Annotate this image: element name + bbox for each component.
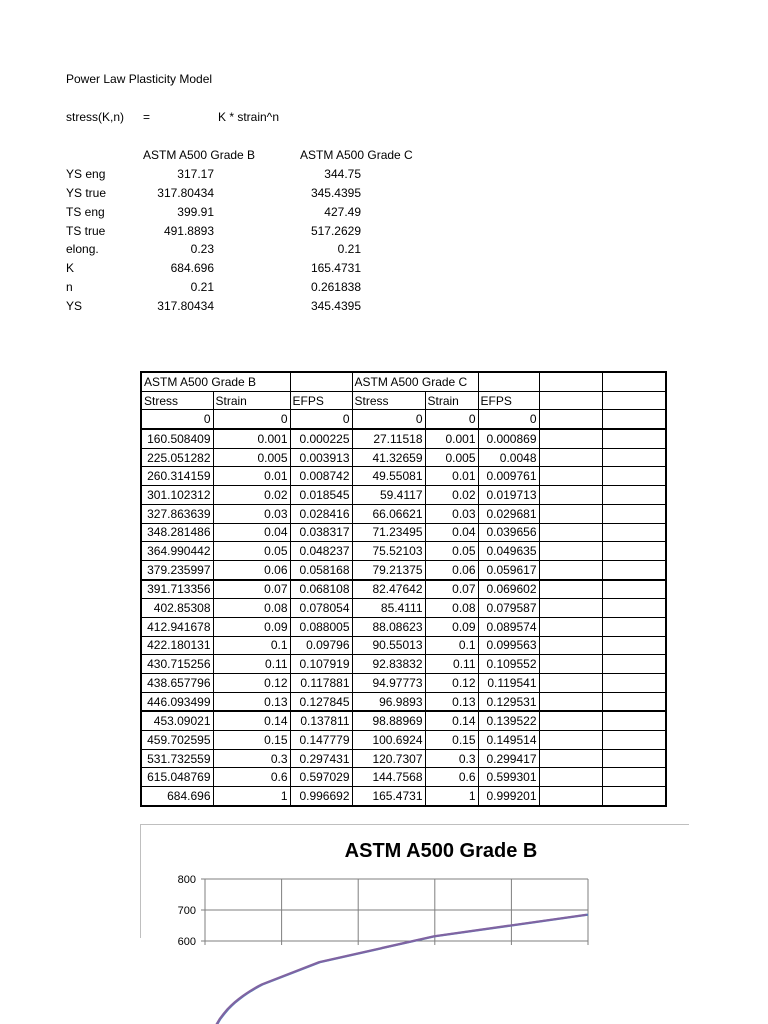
- table-cell[interactable]: 0.019713: [478, 486, 539, 505]
- table-row: [141, 674, 666, 693]
- property-label: YS true: [66, 185, 107, 200]
- table-cell[interactable]: [539, 692, 602, 711]
- group-header-grade-c[interactable]: ASTM A500 Grade C: [352, 372, 478, 391]
- table-cell[interactable]: 160.508409: [141, 429, 213, 448]
- table-cell[interactable]: 0.6: [213, 768, 290, 787]
- props-header-grade-c: ASTM A500 Grade C: [300, 148, 413, 162]
- table-cell[interactable]: 0.04: [213, 523, 290, 542]
- table-cell[interactable]: 0.297431: [290, 749, 352, 768]
- property-label: TS true: [66, 223, 106, 238]
- column-header[interactable]: Stress: [141, 391, 213, 410]
- table-cell[interactable]: 0.15: [213, 731, 290, 750]
- table-cell[interactable]: 0.038317: [290, 523, 352, 542]
- stress-strain-table: [140, 371, 667, 807]
- table-cell[interactable]: [602, 448, 666, 467]
- table-cell[interactable]: 459.702595: [141, 731, 213, 750]
- table-row: [141, 655, 666, 674]
- table-cell[interactable]: 0.079587: [478, 599, 539, 618]
- formula-rhs: K * strain^n: [218, 110, 279, 124]
- property-value-grade-b: 399.91: [177, 204, 214, 219]
- property-label: YS: [66, 298, 83, 313]
- table-cell[interactable]: 1: [213, 787, 290, 806]
- table-cell[interactable]: [602, 467, 666, 486]
- table-cell[interactable]: 0.06: [213, 560, 290, 579]
- group-header-grade-b[interactable]: ASTM A500 Grade B: [141, 372, 290, 391]
- table-cell[interactable]: [539, 448, 602, 467]
- property-value-grade-c: 517.2629: [310, 223, 361, 238]
- table-group-header-row: [141, 372, 666, 391]
- property-value-grade-b: 684.696: [170, 261, 214, 276]
- table-cell[interactable]: 0.127845: [290, 692, 352, 711]
- table-row: [141, 429, 666, 448]
- chart-title: ASTM A500 Grade B: [344, 840, 538, 862]
- table-cell[interactable]: 0.3: [425, 749, 478, 768]
- property-value-grade-b: 317.80434: [157, 298, 214, 313]
- table-cell[interactable]: 94.97773: [352, 674, 425, 693]
- table-cell[interactable]: [539, 674, 602, 693]
- table-cell[interactable]: [602, 674, 666, 693]
- table-cell[interactable]: 0.039656: [478, 523, 539, 542]
- table-cell[interactable]: 0.005: [213, 448, 290, 467]
- table-cell[interactable]: 0.005: [425, 448, 478, 467]
- table-cell[interactable]: 0.597029: [290, 768, 352, 787]
- table-cell[interactable]: 49.55081: [352, 467, 425, 486]
- table-cell[interactable]: 0: [141, 410, 213, 429]
- table-cell[interactable]: [602, 429, 666, 448]
- table-cell[interactable]: 0.018545: [290, 486, 352, 505]
- table-cell[interactable]: 0.11: [213, 655, 290, 674]
- table-row: [141, 523, 666, 542]
- table-cell[interactable]: 0.0048: [478, 448, 539, 467]
- table-cell[interactable]: [602, 542, 666, 561]
- table-cell[interactable]: 0.107919: [290, 655, 352, 674]
- table-cell[interactable]: 0.09: [425, 617, 478, 636]
- table-cell[interactable]: 0.12: [425, 674, 478, 693]
- table-cell[interactable]: [602, 410, 666, 429]
- formula-lhs: stress(K,n): [66, 110, 125, 124]
- table-cell[interactable]: 531.732559: [141, 749, 213, 768]
- table-cell[interactable]: [539, 731, 602, 750]
- table-cell[interactable]: 0.000225: [290, 429, 352, 448]
- table-row: [141, 599, 666, 618]
- table-cell[interactable]: 41.32659: [352, 448, 425, 467]
- table-cell[interactable]: 27.11518: [352, 429, 425, 448]
- table-cell[interactable]: 90.55013: [352, 636, 425, 655]
- table-cell[interactable]: [602, 486, 666, 505]
- table-cell[interactable]: [539, 560, 602, 579]
- table-cell[interactable]: 59.4117: [352, 486, 425, 505]
- table-cell[interactable]: 0.129531: [478, 692, 539, 711]
- table-row: [141, 711, 666, 730]
- table-cell[interactable]: 79.21375: [352, 560, 425, 579]
- table-cell[interactable]: 0.02: [213, 486, 290, 505]
- table-cell[interactable]: 0.13: [213, 692, 290, 711]
- table-cell[interactable]: 96.9893: [352, 692, 425, 711]
- table-cell[interactable]: 75.52103: [352, 542, 425, 561]
- table-row: [141, 448, 666, 467]
- table-cell[interactable]: 0.08: [213, 599, 290, 618]
- table-cell[interactable]: 0.996692: [290, 787, 352, 806]
- property-value-grade-b: 0.23: [190, 242, 214, 257]
- table-cell[interactable]: [602, 711, 666, 730]
- table-cell[interactable]: 0.1: [213, 636, 290, 655]
- table-cell[interactable]: 0: [290, 410, 352, 429]
- table-cell[interactable]: 0.068108: [290, 580, 352, 599]
- table-cell[interactable]: [539, 391, 602, 410]
- table-row: [141, 580, 666, 599]
- table-cell[interactable]: [539, 580, 602, 599]
- table-row: [141, 560, 666, 579]
- property-label: TS eng: [66, 204, 105, 219]
- column-header[interactable]: Strain: [425, 391, 478, 410]
- property-label: YS eng: [66, 167, 106, 181]
- table-cell[interactable]: 0.3: [213, 749, 290, 768]
- table-cell[interactable]: 615.048769: [141, 768, 213, 787]
- table-cell[interactable]: 0.000869: [478, 429, 539, 448]
- table-cell[interactable]: 260.314159: [141, 467, 213, 486]
- table-cell[interactable]: 0.1: [425, 636, 478, 655]
- table-cell[interactable]: 0.008742: [290, 467, 352, 486]
- table-cell[interactable]: 402.85308: [141, 599, 213, 618]
- table-row: [141, 617, 666, 636]
- table-row: [141, 467, 666, 486]
- table-row: [141, 692, 666, 711]
- table-cell[interactable]: [539, 429, 602, 448]
- table-cell[interactable]: 0.14: [425, 711, 478, 730]
- column-header[interactable]: Stress: [352, 391, 425, 410]
- table-cell[interactable]: 225.051282: [141, 448, 213, 467]
- table-cell[interactable]: 0.069602: [478, 580, 539, 599]
- table-cell[interactable]: 0.03: [425, 504, 478, 523]
- property-value-grade-c: 344.75: [324, 167, 361, 181]
- chart-gridlines: [201, 879, 588, 945]
- page-title: Power Law Plasticity Model: [66, 72, 213, 86]
- table-cell[interactable]: 430.715256: [141, 655, 213, 674]
- table-cell[interactable]: 0.003913: [290, 448, 352, 467]
- table-row: [141, 768, 666, 787]
- table-cell[interactable]: 0.03: [213, 504, 290, 523]
- table-cell[interactable]: 0.05: [425, 542, 478, 561]
- table-cell[interactable]: [602, 655, 666, 674]
- table-cell[interactable]: 0.15: [425, 731, 478, 750]
- column-header[interactable]: EFPS: [290, 391, 352, 410]
- table-cell[interactable]: 0: [425, 410, 478, 429]
- property-value-grade-c: 345.4395: [310, 298, 361, 313]
- table-cell[interactable]: [478, 372, 539, 391]
- table-cell[interactable]: 0.028416: [290, 504, 352, 523]
- table-cell[interactable]: 0.139522: [478, 711, 539, 730]
- table-cell[interactable]: [602, 768, 666, 787]
- table-cell[interactable]: [602, 692, 666, 711]
- table-cell[interactable]: [290, 372, 352, 391]
- table-cell[interactable]: [602, 599, 666, 618]
- table-cell[interactable]: 0.099563: [478, 636, 539, 655]
- property-label: K: [66, 261, 75, 276]
- table-cell[interactable]: 0: [352, 410, 425, 429]
- table-cell[interactable]: 0.12: [213, 674, 290, 693]
- table-row: [141, 504, 666, 523]
- table-cell[interactable]: 0.01: [425, 467, 478, 486]
- table-cell[interactable]: 0.11: [425, 655, 478, 674]
- table-cell[interactable]: 684.696: [141, 787, 213, 806]
- table-cell[interactable]: [539, 542, 602, 561]
- table-cell[interactable]: [539, 410, 602, 429]
- table-cell[interactable]: 92.83832: [352, 655, 425, 674]
- table-cell[interactable]: [539, 486, 602, 505]
- table-cell[interactable]: 422.180131: [141, 636, 213, 655]
- table-cell[interactable]: 0.06: [425, 560, 478, 579]
- table-cell[interactable]: 0.009761: [478, 467, 539, 486]
- table-cell[interactable]: 379.235997: [141, 560, 213, 579]
- chart-y-tick-label: 700: [177, 905, 196, 917]
- table-cell[interactable]: [539, 636, 602, 655]
- chart-series-line-2: [205, 915, 587, 1024]
- property-label: elong.: [66, 242, 99, 257]
- table-cell[interactable]: [539, 372, 602, 391]
- property-value-grade-b: 491.8893: [163, 223, 214, 238]
- column-header[interactable]: Strain: [213, 391, 290, 410]
- table-cell[interactable]: 412.941678: [141, 617, 213, 636]
- property-label: n: [66, 280, 73, 295]
- table-cell[interactable]: 100.6924: [352, 731, 425, 750]
- table-cell[interactable]: [602, 560, 666, 579]
- table-cell[interactable]: [602, 523, 666, 542]
- table-cell[interactable]: [539, 617, 602, 636]
- table-cell[interactable]: [539, 711, 602, 730]
- table-cell[interactable]: 1: [425, 787, 478, 806]
- table-cell[interactable]: 0.149514: [478, 731, 539, 750]
- table-cell[interactable]: 453.09021: [141, 711, 213, 730]
- table-cell[interactable]: 0: [478, 410, 539, 429]
- table-cell[interactable]: [602, 787, 666, 806]
- table-cell[interactable]: 364.990442: [141, 542, 213, 561]
- table-cell[interactable]: 0.07: [425, 580, 478, 599]
- table-cell[interactable]: 144.7568: [352, 768, 425, 787]
- table-cell[interactable]: 88.08623: [352, 617, 425, 636]
- table-cell[interactable]: 0.599301: [478, 768, 539, 787]
- property-value-grade-b: 317.80434: [157, 185, 214, 200]
- chart-y-tick-label: 800: [177, 874, 196, 886]
- table-body: [141, 410, 666, 806]
- table-cell[interactable]: [602, 617, 666, 636]
- table-cell[interactable]: [539, 599, 602, 618]
- props-header-grade-b: ASTM A500 Grade B: [143, 148, 256, 162]
- table-cell[interactable]: 0.999201: [478, 787, 539, 806]
- table-cell[interactable]: [602, 391, 666, 410]
- table-cell[interactable]: [602, 749, 666, 768]
- table-cell[interactable]: 446.093499: [141, 692, 213, 711]
- table-cell[interactable]: 0.08: [425, 599, 478, 618]
- table-cell[interactable]: [602, 372, 666, 391]
- property-value-grade-c: 427.49: [324, 204, 361, 219]
- property-value-grade-b: 0.21: [190, 280, 214, 295]
- chart-series-group: [205, 915, 588, 1024]
- property-value-grade-c: 165.4731: [310, 261, 361, 276]
- table-cell[interactable]: [539, 504, 602, 523]
- table-column-header-row: [141, 391, 666, 410]
- table-cell[interactable]: 120.7307: [352, 749, 425, 768]
- table-cell[interactable]: 0.059617: [478, 560, 539, 579]
- table-cell[interactable]: [539, 787, 602, 806]
- chart-y-tick-labels: [178, 874, 196, 948]
- table-cell[interactable]: [602, 580, 666, 599]
- table-cell[interactable]: 327.863639: [141, 504, 213, 523]
- table-cell[interactable]: 0.001: [213, 429, 290, 448]
- table-cell[interactable]: 0.058168: [290, 560, 352, 579]
- table-cell[interactable]: 0.09: [213, 617, 290, 636]
- table-cell[interactable]: [539, 768, 602, 787]
- column-header[interactable]: EFPS: [478, 391, 539, 410]
- table-cell[interactable]: 0.029681: [478, 504, 539, 523]
- table-cell[interactable]: 0.09796: [290, 636, 352, 655]
- table-cell[interactable]: 0.088005: [290, 617, 352, 636]
- table-cell[interactable]: 391.713356: [141, 580, 213, 599]
- table-cell[interactable]: 438.657796: [141, 674, 213, 693]
- table-cell[interactable]: 0.299417: [478, 749, 539, 768]
- property-value-grade-b: 317.17: [177, 167, 214, 181]
- table-row: [141, 486, 666, 505]
- table-cell[interactable]: 0: [213, 410, 290, 429]
- table-cell[interactable]: [602, 731, 666, 750]
- table-cell[interactable]: 98.88969: [352, 711, 425, 730]
- table-row: [141, 636, 666, 655]
- table-cell[interactable]: 0.05: [213, 542, 290, 561]
- table-cell[interactable]: 0.14: [213, 711, 290, 730]
- table-cell[interactable]: 0.137811: [290, 711, 352, 730]
- table-cell[interactable]: 0.001: [425, 429, 478, 448]
- table-cell[interactable]: 165.4731: [352, 787, 425, 806]
- table-cell[interactable]: 82.47642: [352, 580, 425, 599]
- chart-y-tick-label: 600: [177, 936, 196, 948]
- table-cell[interactable]: 301.102312: [141, 486, 213, 505]
- table-row: [141, 749, 666, 768]
- table-row: [141, 787, 666, 806]
- table-cell[interactable]: 0.089574: [478, 617, 539, 636]
- table-cell[interactable]: 0.01: [213, 467, 290, 486]
- property-value-grade-c: 0.261838: [310, 280, 361, 295]
- table-row: [141, 542, 666, 561]
- table-cell[interactable]: 0.049635: [478, 542, 539, 561]
- table-cell[interactable]: 0.048237: [290, 542, 352, 561]
- property-value-grade-c: 345.4395: [310, 185, 361, 200]
- table-cell[interactable]: [602, 504, 666, 523]
- table-cell[interactable]: [539, 749, 602, 768]
- table-cell[interactable]: 0.04: [425, 523, 478, 542]
- chart-container[interactable]: [140, 824, 689, 948]
- table-cell[interactable]: 0.13: [425, 692, 478, 711]
- table-cell[interactable]: 0.02: [425, 486, 478, 505]
- table-row: [141, 731, 666, 750]
- table-cell[interactable]: 348.281486: [141, 523, 213, 542]
- property-value-grade-c: 0.21: [337, 242, 361, 257]
- table-cell[interactable]: 0.119541: [478, 674, 539, 693]
- table-row: [141, 410, 666, 429]
- table-cell[interactable]: 0.147779: [290, 731, 352, 750]
- table-cell[interactable]: 0.07: [213, 580, 290, 599]
- chart-series-line-1: [205, 915, 588, 1024]
- table-cell[interactable]: 85.4111: [352, 599, 425, 618]
- table-cell[interactable]: [539, 655, 602, 674]
- table-cell[interactable]: 66.06621: [352, 504, 425, 523]
- table-cell[interactable]: 0.6: [425, 768, 478, 787]
- table-cell[interactable]: 0.117881: [290, 674, 352, 693]
- table-cell[interactable]: 71.23495: [352, 523, 425, 542]
- table-cell[interactable]: 0.078054: [290, 599, 352, 618]
- table-cell[interactable]: 0.109552: [478, 655, 539, 674]
- table-cell[interactable]: [539, 523, 602, 542]
- table-cell[interactable]: [539, 467, 602, 486]
- table-cell[interactable]: [602, 636, 666, 655]
- formula-equals: =: [143, 110, 151, 124]
